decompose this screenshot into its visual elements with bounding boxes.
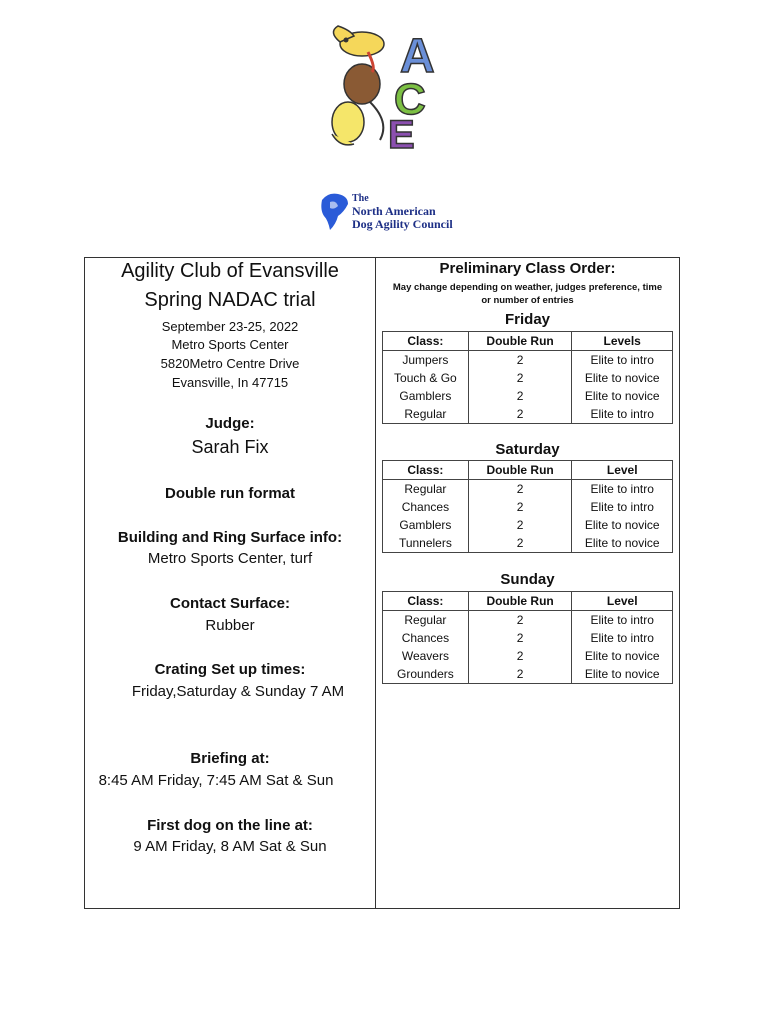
header-class: Class: — [383, 592, 469, 611]
table-row — [383, 611, 673, 630]
class-cell: Gamblers — [383, 387, 469, 405]
contact-surface-value: Rubber — [205, 617, 255, 634]
runs-cell: 2 — [468, 351, 572, 370]
sunday-schedule-table — [382, 591, 673, 684]
nadac-the: The — [352, 193, 369, 204]
runs-cell: 2 — [468, 369, 572, 387]
table-row — [383, 351, 673, 370]
header-levels: Levels — [572, 332, 673, 351]
contact-surface-label: Contact Surface: — [169, 595, 291, 612]
crating-label: Crating Set up times: — [154, 661, 306, 678]
level-cell: Elite to intro — [572, 405, 673, 424]
header-double-run: Double Run — [468, 592, 572, 611]
header-double-run: Double Run — [468, 461, 572, 480]
class-cell: Regular — [383, 480, 469, 499]
class-order-note-line2: or number of entries — [481, 295, 574, 306]
class-cell: Grounders — [383, 665, 469, 684]
class-cell: Jumpers — [383, 351, 469, 370]
nadac-logo — [318, 190, 458, 238]
header-class: Class: — [383, 461, 469, 480]
header-class: Class: — [383, 332, 469, 351]
table-row — [383, 480, 673, 499]
class-cell: Regular — [383, 611, 469, 630]
level-cell: Elite to novice — [572, 516, 673, 534]
level-cell: Elite to intro — [572, 480, 673, 499]
header-double-run: Double Run — [468, 332, 572, 351]
trial-title-line2: Spring NADAC trial — [144, 289, 316, 311]
table-row — [383, 387, 673, 405]
nadac-dog-agility-council: Dog Agility Council — [352, 217, 453, 231]
trial-title-line1: Agility Club of Evansville — [121, 260, 339, 282]
header-level: Level — [572, 592, 673, 611]
friday-schedule-table — [382, 331, 673, 424]
level-cell: Elite to novice — [572, 647, 673, 665]
runs-cell: 2 — [468, 405, 572, 424]
briefing-value: 8:45 AM Friday, 7:45 AM Sat & Sun — [98, 772, 334, 789]
class-cell: Weavers — [383, 647, 469, 665]
table-row — [383, 369, 673, 387]
level-cell: Elite to intro — [572, 351, 673, 370]
friday-heading: Friday — [504, 311, 550, 328]
saturday-heading: Saturday — [495, 441, 560, 458]
trial-dates: September 23-25, 2022 — [161, 319, 299, 334]
runs-cell: 2 — [468, 629, 572, 647]
runs-cell: 2 — [468, 534, 572, 553]
level-cell: Elite to intro — [572, 611, 673, 630]
ace-letter-e: E — [388, 113, 415, 152]
surface-value: Metro Sports Center, turf — [147, 550, 313, 567]
run-format: Double run format — [165, 485, 295, 502]
table-header-row — [383, 332, 673, 351]
runs-cell: 2 — [468, 498, 572, 516]
runs-cell: 2 — [468, 516, 572, 534]
ace-letter-c: C — [394, 75, 426, 124]
class-order-title: Preliminary Class Order: — [439, 260, 616, 277]
judge-name: Sarah Fix — [191, 437, 269, 457]
table-row — [383, 647, 673, 665]
ace-letter-a: A — [400, 30, 435, 83]
table-row — [383, 498, 673, 516]
runs-cell: 2 — [468, 387, 572, 405]
class-order-note-line1: May change depending on weather, judges preference, time — [392, 282, 663, 293]
runs-cell: 2 — [468, 611, 572, 630]
surface-label: Building and Ring Surface info: — [117, 529, 343, 546]
runs-cell: 2 — [468, 647, 572, 665]
class-cell: Tunnelers — [383, 534, 469, 553]
class-cell: Touch & Go — [383, 369, 469, 387]
level-cell: Elite to intro — [572, 629, 673, 647]
level-cell: Elite to novice — [572, 387, 673, 405]
table-header-row — [383, 592, 673, 611]
saturday-schedule-table — [382, 460, 673, 553]
runs-cell: 2 — [468, 480, 572, 499]
first-dog-value: 9 AM Friday, 8 AM Sat & Sun — [133, 838, 327, 855]
table-row — [383, 665, 673, 684]
venue-city: Evansville, In 47715 — [171, 375, 289, 390]
header-level: Level — [572, 461, 673, 480]
venue-street: 5820Metro Centre Drive — [160, 356, 300, 371]
class-cell: Gamblers — [383, 516, 469, 534]
first-dog-label: First dog on the line at: — [147, 817, 313, 834]
level-cell: Elite to novice — [572, 534, 673, 553]
class-cell: Regular — [383, 405, 469, 424]
nadac-north-american: North American — [352, 204, 436, 218]
nadac-wordmark — [352, 194, 453, 230]
table-row — [383, 516, 673, 534]
level-cell: Elite to novice — [572, 665, 673, 684]
class-cell: Chances — [383, 629, 469, 647]
north-america-map-icon — [318, 190, 352, 238]
venue-name: Metro Sports Center — [171, 337, 289, 352]
table-header-row — [383, 461, 673, 480]
crating-value: Friday,Saturday & Sunday 7 AM — [131, 683, 345, 700]
level-cell: Elite to novice — [572, 369, 673, 387]
table-row — [383, 534, 673, 553]
judge-label: Judge: — [205, 415, 255, 432]
table-row — [383, 405, 673, 424]
class-cell: Chances — [383, 498, 469, 516]
ace-letters — [388, 30, 435, 152]
table-row — [383, 629, 673, 647]
briefing-label: Briefing at: — [190, 750, 270, 767]
runs-cell: 2 — [468, 665, 572, 684]
sunday-heading: Sunday — [500, 571, 555, 588]
level-cell: Elite to intro — [572, 498, 673, 516]
ace-dog-logo — [310, 22, 460, 152]
